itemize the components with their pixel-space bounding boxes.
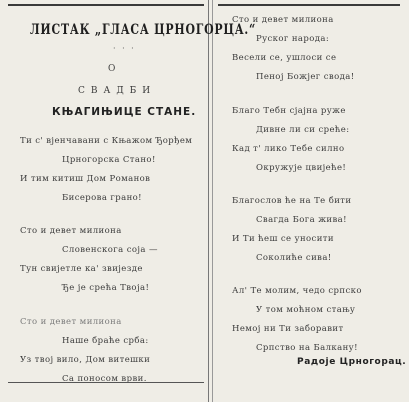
poem-line: Са поносом врви. bbox=[62, 374, 147, 384]
poem-line: Тун свијетле ка' звијезде bbox=[20, 264, 143, 274]
bottom-rule bbox=[8, 382, 204, 383]
poem-line: Окружује цвијеће! bbox=[256, 163, 347, 173]
poem-line: Српство на Балкану! bbox=[256, 343, 358, 353]
poem-line: Дивне ли си среће: bbox=[256, 125, 350, 135]
poem-line: Весели се, ушлоси се bbox=[232, 53, 337, 63]
heading-name: КЊАГИЊИЦЕ СТАНЕ. bbox=[52, 106, 197, 118]
poem-line: Уз твој вило, Дом витешки bbox=[20, 355, 151, 365]
heading-svadbi: СВАДБИ bbox=[78, 86, 157, 96]
poem-line: Сто и девет милиона bbox=[20, 226, 122, 236]
poem-line: Ти с' вјенчавани с Књажом Ђорђем bbox=[20, 136, 193, 146]
poem-line: Наше браће срба: bbox=[62, 336, 149, 346]
poem-line: Благо Тебн сјајна руже bbox=[232, 106, 346, 116]
poem-line: Словенскога соја — bbox=[62, 245, 158, 255]
poem-line: Ђе је срећа Твоја! bbox=[62, 283, 150, 293]
top-rule-right bbox=[218, 4, 400, 6]
poem-line: У том моћном стању bbox=[256, 305, 356, 315]
poem-line: И Ти ћеш се уносити bbox=[232, 234, 334, 244]
poem-line: Соколиће сива! bbox=[256, 253, 332, 263]
top-rule-left bbox=[8, 4, 204, 6]
poem-line: Немој ни Ти заборавит bbox=[232, 324, 344, 334]
poem-line: Бисерова грано! bbox=[62, 193, 142, 203]
poem-line: Руског народа: bbox=[256, 34, 330, 44]
heading-o: О bbox=[108, 64, 116, 74]
masthead-ornament: · · · bbox=[113, 44, 136, 53]
poem-line: Свагда Бога жива! bbox=[256, 215, 347, 225]
column-divider-secondary bbox=[212, 0, 213, 402]
poem-line: Сто и девет милиона bbox=[20, 317, 122, 327]
poem-line: Благослов ће на Те бити bbox=[232, 196, 352, 206]
poem-line: Ал' Те молим, чедо српско bbox=[232, 286, 362, 296]
poem-line: Сто и девет милиона bbox=[232, 15, 334, 25]
author-signature: Радоје Црногорац. bbox=[297, 357, 407, 367]
poem-line: И тим китиш Дом Романов bbox=[20, 174, 151, 184]
poem-line: Кад т' лико Тебе силно bbox=[232, 144, 345, 154]
poem-line: Пеној Божјег свода! bbox=[256, 72, 355, 82]
masthead-title: ЛИСТАК „ГЛАСА ЦРНОГОРЦА.“ bbox=[30, 22, 257, 38]
column-divider bbox=[208, 0, 209, 402]
poem-line: Црногорска Стано! bbox=[62, 155, 156, 165]
